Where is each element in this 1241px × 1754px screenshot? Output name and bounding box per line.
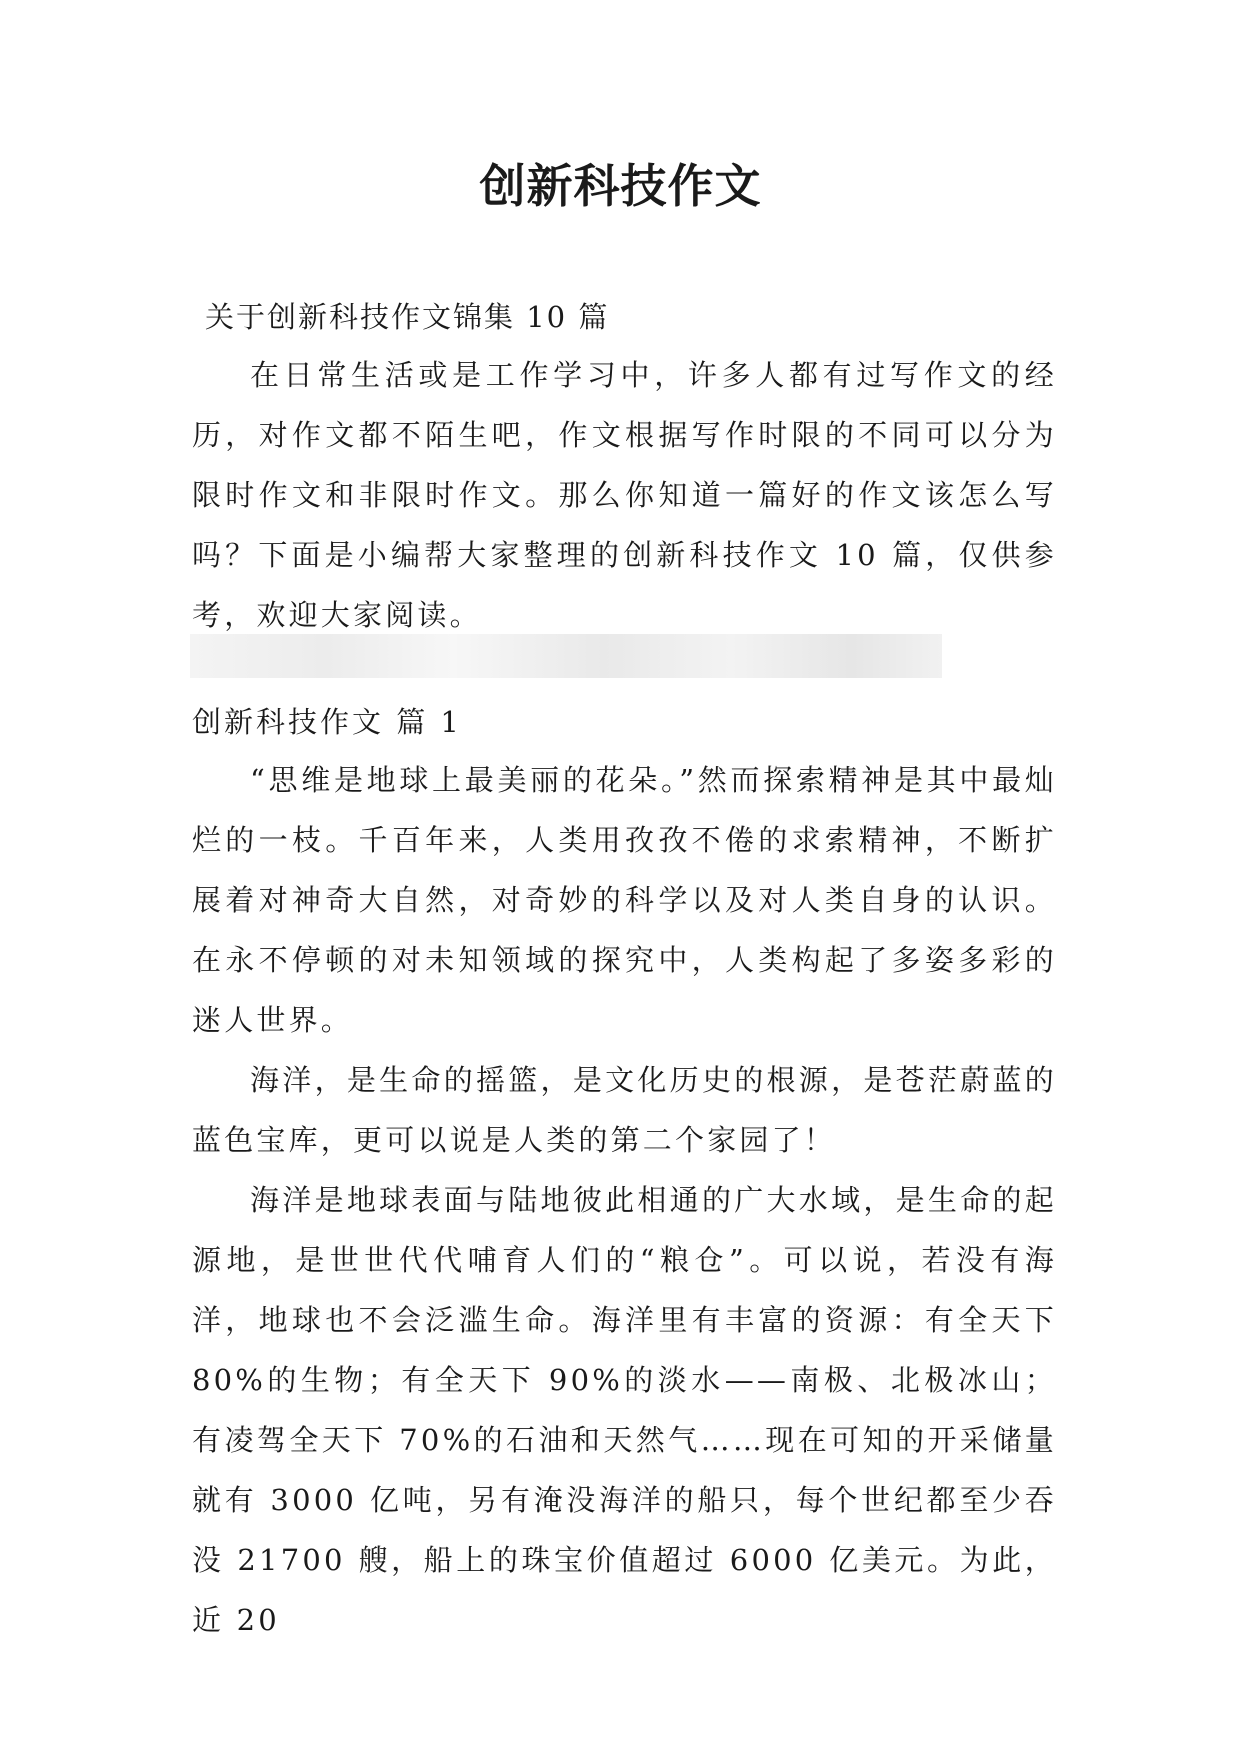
essay-paragraph: “思维是地球上最美丽的花朵。”然而探索精神是其中最灿烂的一枝。千百年来，人类用孜孜不倦的求索精神，不断扩展着对神奇大自然，对奇妙的科学以及对人类自身的认识。在永不停顿的对未知领域的探究中，人类构起了多姿多彩的迷人世界。 <box>192 763 1057 1037</box>
essay-paragraph: 海洋，是生命的摇篮，是文化历史的根源，是苍茫蔚蓝的蓝色宝库，更可以说是人类的第二个家园了！ <box>192 1063 1057 1157</box>
essay-body <box>192 750 1057 1650</box>
document-subtitle: 关于创新科技作文锦集 10 篇 <box>205 300 610 334</box>
divider-image <box>190 634 942 678</box>
intro-section <box>192 345 1057 645</box>
intro-paragraph: 在日常生活或是工作学习中，许多人都有过写作文的经历，对作文都不陌生吧，作文根据写作时限的不同可以分为限时作文和非限时作文。那么你知道一篇好的作文该怎么写吗？下面是小编帮大家整理的创新科技作文 10 篇，仅供参考，欢迎大家阅读。 <box>192 358 1057 632</box>
document-title: 创新科技作文 <box>479 159 762 213</box>
section-heading: 创新科技作文 篇 1 <box>192 705 462 739</box>
essay-paragraph: 海洋是地球表面与陆地彼此相通的广大水域，是生命的起源地，是世世代代哺育人们的“粮仓”。可以说，若没有海洋，地球也不会泛滥生命。海洋里有丰富的资源：有全天下 80%的生物；有全天下 90%的淡水——南极、北极冰山；有凌驾全天下 70%的石油和天然气……现在可知的开采储量就有 3000 亿吨，另有淹没海洋的船只，每个世纪都至少吞没 21700 艘，船上的珠宝价值超过 6000 亿美元。为此，近 20 <box>192 1183 1057 1637</box>
